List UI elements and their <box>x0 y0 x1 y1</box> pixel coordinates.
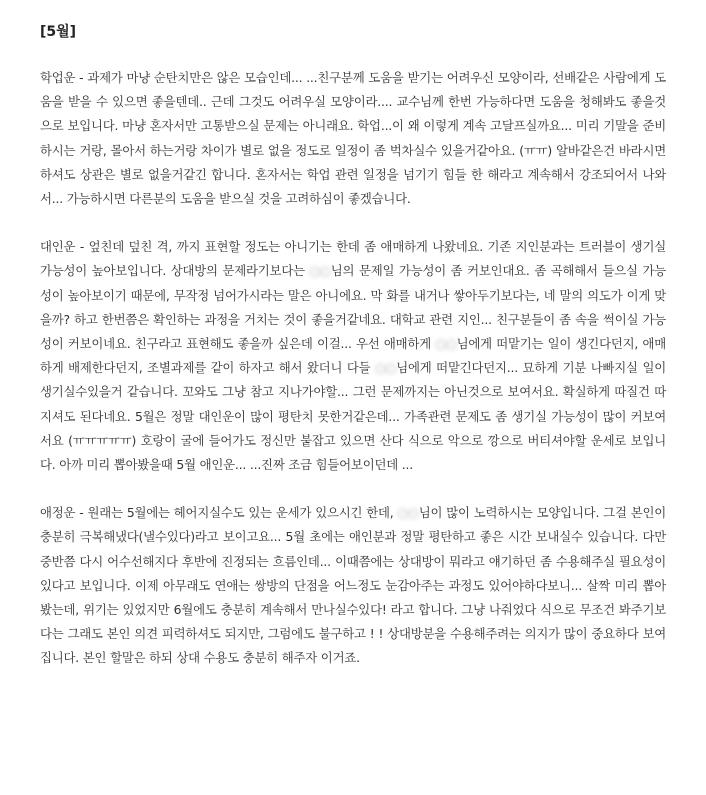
masked-name: ○○ <box>435 336 457 352</box>
study-text: 학업운 - 과제가 마냥 순탄치만은 않은 모습인데... ...친구분께 도움을 받기는 어려우신 모양이라, 선배같은 사람에게 도움을 받을 수 있으면 좋을텐데.. 근데 그것도 어려우실 모양이라.... 교수님께 한번 가능하다면 도움을 청해봐도 좋을것으로 보입니다. 마냥 혼자서만 고통받으실 문제는 아니래요. 학업...이 왜 이렇게 계속 고달프실까요... 미리 기말을 준비하시는 거랑, 몰아서 하는거랑 차이가 별로 없을 정도로 일정이 좀 벅차실수 있을거같아요. (ㅠㅠ) 알바같은건 바라시면 하셔도 상관은 별로 없을거같긴 합니다. 혼자서는 학업 관련 일정을 넘기기 힘들 한 해라고 계속해서 강조되어서 나와서... 가능하시면 다른분의 도움을 받으실 것을 고려하심이 좋겠습니다. <box>40 70 666 207</box>
love-fortune-paragraph <box>40 501 666 670</box>
relationship-text-1: 대인운 - 엎친데 덮친 격, 까지 표현할 정도는 아니기는 한데 좀 애매하게 나왔네요. 기존 지인분과는 트러블이 생기실 가능성이 높아보입니다. 상대방의 문제라기보다는 <box>40 239 666 279</box>
love-text-1: 애정운 - 원래는 5월에는 헤어지실수도 있는 운세가 있으시긴 한데, <box>40 505 398 521</box>
relationship-text-3: 님에게 떠맡기는 일이 생긴다던지, 애매하게 배제한다던지, 조별과제를 같이 하자고 해서 왔더니 다들 <box>40 336 666 376</box>
study-fortune-paragraph <box>40 66 666 211</box>
relationship-text-2: 님의 문제일 가능성이 좀 커보인대요. 좀 곡해해서 들으실 가능성이 높아보이기 때문에, 무작정 넘어가시라는 말은 아니에요. 막 화를 내거나 쌓아두기보다는, 네 말의 의도가 이게 맞을까? 하고 한번쯤은 확인하는 과정을 거치는 것이 좋을거같네요. 대학교 관련 지인... 친구분들이 좀 속을 썩이실 가능성이 커보이네요. 친구라고 표현해도 좋을까 싶은데 이걸... 우선 애매하게 <box>40 263 666 352</box>
relationship-text-4: 님에게 떠맡긴다던지... 묘하게 기분 나빠지실 일이 생기실수있을거 같습니다. 꼬와도 그냥 참고 지나가야할... 그런 문제까지는 아닌것으로 보여서요. 확실하게 따질건 따지셔도 된다네요. 5월은 정말 대인운이 많이 평탄치 못한거같은데... 가족관련 문제도 좀 생기실 가능성이 많이 커보여서요 (ㅠㅠㅠㅠㅠ) 호랑이 굴에 들어가도 정신만 붙잡고 있으면 산다 식으로 악으로 깡으로 버티셔야할 운세로 보입니다. 아까 미리 뽑아봤을때 5월 애인운... ...진짜 조금 힘들어보이던데 ... <box>40 360 666 473</box>
love-text-2: 님이 많이 노력하시는 모양입니다. 그걸 본인이 충분히 극복해냈다(낼수있다)라고 보이고요... 5월 초에는 애인분과 정말 평탄하고 좋은 시간 보내실수 있습니다. 다만 중반쯤 다시 어수선해지다 후반에 진정되는 흐름인데... 이때쯤에는 상대방이 뭐라고 얘기하던 좀 수용해주실 필요성이 있다고 보입니다. 이제 아무래도 연애는 쌍방의 단점을 어느정도 눈감아주는 과정도 있어야하다보니... 살짝 미리 뽑아봤는데, 위기는 있었지만 6월에도 충분히 계속해서 만나실수있다! 라고 합니다. 그냥 나줘었다 식으로 무조건 봐주기보다는 그래도 본인 의견 피력하셔도 되지만, 그럼에도 불구하고 ! ! 상대방분을 수용해주려는 의지가 많이 중요하다 보여집니다. 본인 할말은 하되 상대 수용도 충분히 해주자 이거죠. <box>40 505 666 666</box>
masked-name: ○○ <box>397 505 419 521</box>
masked-name: ○○ <box>375 360 397 376</box>
section-heading: [5월] <box>40 24 77 40</box>
masked-name: ○○ <box>309 263 331 279</box>
relationship-fortune-paragraph <box>40 235 666 477</box>
